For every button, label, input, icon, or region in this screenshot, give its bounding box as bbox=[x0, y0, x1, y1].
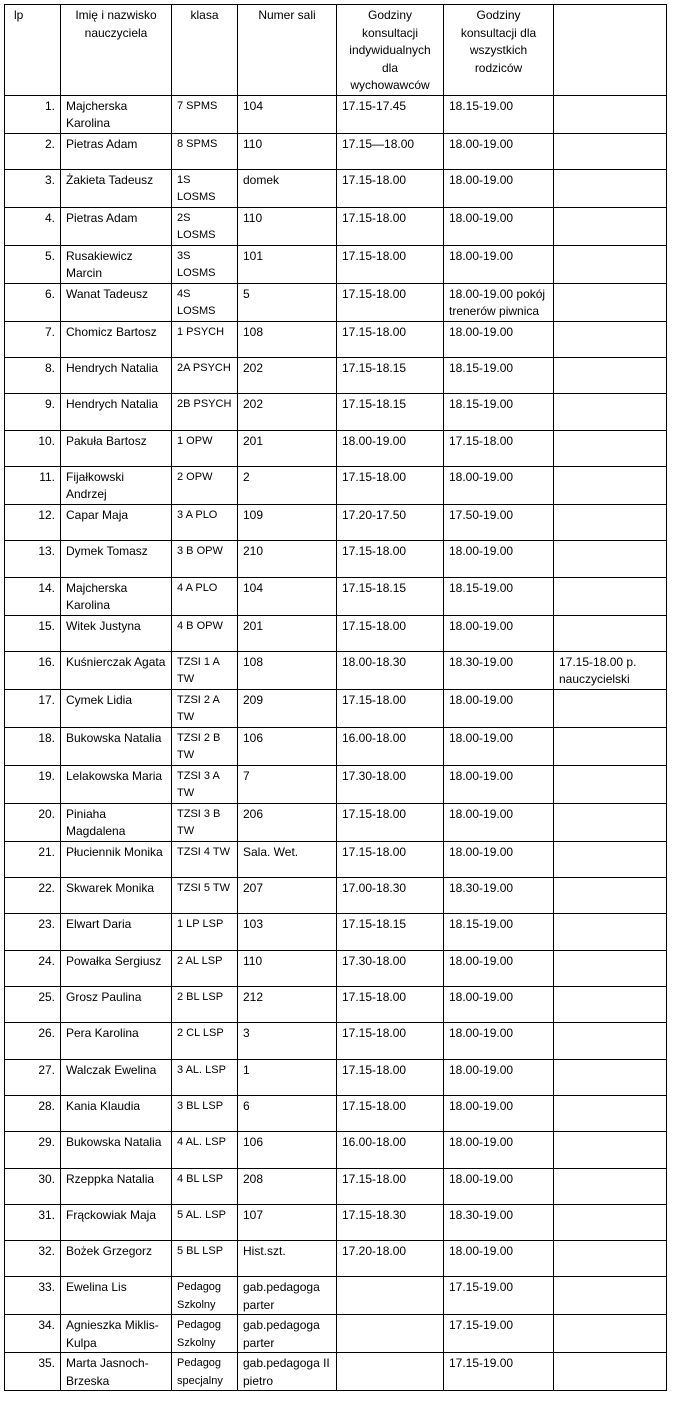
teacher-name: Pietras Adam bbox=[61, 207, 172, 245]
all-parents-hours: 18.00-19.00 bbox=[444, 841, 554, 877]
all-parents-hours: 18.00-19.00 bbox=[444, 1168, 554, 1204]
extra-note bbox=[554, 577, 667, 615]
room-number: 209 bbox=[238, 689, 337, 727]
class-name: 5 BL LSP bbox=[172, 1241, 238, 1277]
room-number: 2 bbox=[238, 466, 337, 504]
teacher-name: Pietras Adam bbox=[61, 133, 172, 169]
room-number: 1 bbox=[238, 1059, 337, 1095]
class-name: TZSI 1 A TW bbox=[172, 651, 238, 689]
teacher-name: Żakieta Tadeusz bbox=[61, 169, 172, 207]
teacher-name: Pera Karolina bbox=[61, 1023, 172, 1059]
teacher-name: Powałka Sergiusz bbox=[61, 950, 172, 986]
class-name: TZSI 5 TW bbox=[172, 878, 238, 914]
row-number: 25. bbox=[5, 987, 61, 1023]
row-number: 23. bbox=[5, 914, 61, 950]
individual-hours: 17.00-18.30 bbox=[337, 878, 444, 914]
table-row bbox=[5, 1095, 667, 1131]
room-number: 207 bbox=[238, 878, 337, 914]
all-parents-hours: 18.00-19.00 bbox=[444, 1059, 554, 1095]
individual-hours: 17.15-18.15 bbox=[337, 394, 444, 430]
class-name: TZSI 3 B TW bbox=[172, 803, 238, 841]
all-parents-hours: 18.00-19.00 bbox=[444, 950, 554, 986]
table-row bbox=[5, 321, 667, 357]
individual-hours: 17.15-18.00 bbox=[337, 1023, 444, 1059]
extra-note bbox=[554, 430, 667, 466]
room-number: 210 bbox=[238, 541, 337, 577]
extra-note: 17.15-18.00 p. nauczycielski bbox=[554, 651, 667, 689]
individual-hours bbox=[337, 1277, 444, 1315]
row-number: 2. bbox=[5, 133, 61, 169]
table-row bbox=[5, 803, 667, 841]
table-row bbox=[5, 95, 667, 133]
class-name: TZSI 2 B TW bbox=[172, 727, 238, 765]
row-number: 11. bbox=[5, 466, 61, 504]
header-row bbox=[5, 5, 667, 96]
extra-note bbox=[554, 1168, 667, 1204]
teacher-name: Skwarek Monika bbox=[61, 878, 172, 914]
extra-note bbox=[554, 321, 667, 357]
header-teacher-name: Imię i nazwisko nauczyciela bbox=[61, 5, 172, 96]
teacher-name: Pakuła Bartosz bbox=[61, 430, 172, 466]
table-row bbox=[5, 727, 667, 765]
all-parents-hours: 18.00-19.00 bbox=[444, 689, 554, 727]
table-row bbox=[5, 1023, 667, 1059]
row-number: 32. bbox=[5, 1241, 61, 1277]
all-parents-hours: 18.15-19.00 bbox=[444, 95, 554, 133]
row-number: 14. bbox=[5, 577, 61, 615]
extra-note bbox=[554, 727, 667, 765]
all-parents-hours: 17.15-19.00 bbox=[444, 1277, 554, 1315]
room-number: 6 bbox=[238, 1095, 337, 1131]
individual-hours: 17.15-18.00 bbox=[337, 803, 444, 841]
table-row bbox=[5, 430, 667, 466]
table-row bbox=[5, 466, 667, 504]
extra-note bbox=[554, 245, 667, 283]
table-row bbox=[5, 841, 667, 877]
teacher-name: Hendrych Natalia bbox=[61, 358, 172, 394]
header-extra bbox=[554, 5, 667, 96]
individual-hours: 16.00-18.00 bbox=[337, 1132, 444, 1168]
individual-hours: 17.15-18.15 bbox=[337, 577, 444, 615]
individual-hours: 17.15-18.00 bbox=[337, 321, 444, 357]
table-row bbox=[5, 765, 667, 803]
extra-note bbox=[554, 504, 667, 540]
table-row bbox=[5, 1132, 667, 1168]
teacher-name: Frąckowiak Maja bbox=[61, 1204, 172, 1240]
teacher-name: Majcherska Karolina bbox=[61, 95, 172, 133]
all-parents-hours: 18.15-19.00 bbox=[444, 577, 554, 615]
teacher-name: Bożek Grzegorz bbox=[61, 1241, 172, 1277]
teacher-name: Chomicz Bartosz bbox=[61, 321, 172, 357]
room-number: 3 bbox=[238, 1023, 337, 1059]
extra-note bbox=[554, 394, 667, 430]
room-number: 109 bbox=[238, 504, 337, 540]
teacher-name: Bukowska Natalia bbox=[61, 1132, 172, 1168]
row-number: 5. bbox=[5, 245, 61, 283]
all-parents-hours: 18.15-19.00 bbox=[444, 394, 554, 430]
room-number: 106 bbox=[238, 1132, 337, 1168]
class-name: TZSI 2 A TW bbox=[172, 689, 238, 727]
all-parents-hours: 18.00-19.00 pokój trenerów piwnica bbox=[444, 283, 554, 321]
individual-hours: 17.30-18.00 bbox=[337, 950, 444, 986]
class-name: 4 A PLO bbox=[172, 577, 238, 615]
all-parents-hours: 17.15-19.00 bbox=[444, 1353, 554, 1391]
table-row bbox=[5, 283, 667, 321]
table-row bbox=[5, 541, 667, 577]
individual-hours: 17.15-18.00 bbox=[337, 207, 444, 245]
class-name: 2A PSYCH bbox=[172, 358, 238, 394]
individual-hours: 17.15-18.00 bbox=[337, 169, 444, 207]
teacher-name: Płuciennik Monika bbox=[61, 841, 172, 877]
all-parents-hours: 18.00-19.00 bbox=[444, 133, 554, 169]
teacher-name: Ewelina Lis bbox=[61, 1277, 172, 1315]
room-number: 104 bbox=[238, 95, 337, 133]
individual-hours: 17.15-18.00 bbox=[337, 466, 444, 504]
room-number: Hist.szt. bbox=[238, 1241, 337, 1277]
individual-hours: 16.00-18.00 bbox=[337, 727, 444, 765]
table-row bbox=[5, 577, 667, 615]
extra-note bbox=[554, 950, 667, 986]
row-number: 6. bbox=[5, 283, 61, 321]
table-row bbox=[5, 1204, 667, 1240]
room-number: 103 bbox=[238, 914, 337, 950]
individual-hours: 17.15-18.00 bbox=[337, 1095, 444, 1131]
room-number: gab.pedagoga II pietro bbox=[238, 1353, 337, 1391]
teacher-name: Witek Justyna bbox=[61, 615, 172, 651]
table-row bbox=[5, 689, 667, 727]
individual-hours: 17.15-18.30 bbox=[337, 1204, 444, 1240]
room-number: 201 bbox=[238, 615, 337, 651]
teacher-name: Elwart Daria bbox=[61, 914, 172, 950]
individual-hours: 17.15-17.45 bbox=[337, 95, 444, 133]
room-number: 201 bbox=[238, 430, 337, 466]
class-name: 2 BL LSP bbox=[172, 987, 238, 1023]
room-number: domek bbox=[238, 169, 337, 207]
class-name: 4 BL LSP bbox=[172, 1168, 238, 1204]
individual-hours: 17.15-18.00 bbox=[337, 245, 444, 283]
row-number: 22. bbox=[5, 878, 61, 914]
row-number: 33. bbox=[5, 1277, 61, 1315]
teacher-name: Fijałkowski Andrzej bbox=[61, 466, 172, 504]
extra-note bbox=[554, 841, 667, 877]
all-parents-hours: 18.00-19.00 bbox=[444, 1095, 554, 1131]
extra-note bbox=[554, 1204, 667, 1240]
teacher-name: Grosz Paulina bbox=[61, 987, 172, 1023]
extra-note bbox=[554, 803, 667, 841]
teacher-name: Cymek Lidia bbox=[61, 689, 172, 727]
all-parents-hours: 17.15-18.00 bbox=[444, 430, 554, 466]
all-parents-hours: 17.15-19.00 bbox=[444, 1315, 554, 1353]
row-number: 20. bbox=[5, 803, 61, 841]
extra-note bbox=[554, 541, 667, 577]
table-row bbox=[5, 504, 667, 540]
teacher-name: Bukowska Natalia bbox=[61, 727, 172, 765]
individual-hours: 17.20-17.50 bbox=[337, 504, 444, 540]
row-number: 3. bbox=[5, 169, 61, 207]
class-name: TZSI 4 TW bbox=[172, 841, 238, 877]
teacher-name: Hendrych Natalia bbox=[61, 394, 172, 430]
row-number: 4. bbox=[5, 207, 61, 245]
class-name: 3 AL. LSP bbox=[172, 1059, 238, 1095]
room-number: 101 bbox=[238, 245, 337, 283]
table-row bbox=[5, 245, 667, 283]
individual-hours: 17.15-18.00 bbox=[337, 1059, 444, 1095]
extra-note bbox=[554, 358, 667, 394]
individual-hours bbox=[337, 1315, 444, 1353]
room-number: 7 bbox=[238, 765, 337, 803]
extra-note bbox=[554, 1277, 667, 1315]
all-parents-hours: 18.00-19.00 bbox=[444, 765, 554, 803]
class-name: 1S LOSMS bbox=[172, 169, 238, 207]
class-name: 2S LOSMS bbox=[172, 207, 238, 245]
row-number: 28. bbox=[5, 1095, 61, 1131]
teacher-name: Kuśnierczak Agata bbox=[61, 651, 172, 689]
teacher-name: Majcherska Karolina bbox=[61, 577, 172, 615]
all-parents-hours: 18.15-19.00 bbox=[444, 914, 554, 950]
teacher-name: Lelakowska Maria bbox=[61, 765, 172, 803]
row-number: 12. bbox=[5, 504, 61, 540]
table-row bbox=[5, 1277, 667, 1315]
table-row bbox=[5, 1059, 667, 1095]
table-row bbox=[5, 394, 667, 430]
row-number: 21. bbox=[5, 841, 61, 877]
class-name: 3S LOSMS bbox=[172, 245, 238, 283]
individual-hours: 18.00-19.00 bbox=[337, 430, 444, 466]
room-number: gab.pedagoga parter bbox=[238, 1277, 337, 1315]
extra-note bbox=[554, 765, 667, 803]
extra-note bbox=[554, 466, 667, 504]
all-parents-hours: 18.00-19.00 bbox=[444, 321, 554, 357]
class-name: 7 SPMS bbox=[172, 95, 238, 133]
row-number: 30. bbox=[5, 1168, 61, 1204]
class-name: 2 CL LSP bbox=[172, 1023, 238, 1059]
class-name: 1 PSYCH bbox=[172, 321, 238, 357]
table-row bbox=[5, 651, 667, 689]
class-name: 4S LOSMS bbox=[172, 283, 238, 321]
table-row bbox=[5, 1315, 667, 1353]
all-parents-hours: 18.30-19.00 bbox=[444, 1204, 554, 1240]
all-parents-hours: 18.30-19.00 bbox=[444, 651, 554, 689]
consultation-schedule-table bbox=[4, 4, 667, 1391]
row-number: 27. bbox=[5, 1059, 61, 1095]
row-number: 29. bbox=[5, 1132, 61, 1168]
class-name: Pedagog Szkolny bbox=[172, 1277, 238, 1315]
class-name: 3 B OPW bbox=[172, 541, 238, 577]
table-row bbox=[5, 133, 667, 169]
individual-hours: 17.15-18.00 bbox=[337, 841, 444, 877]
table-row bbox=[5, 169, 667, 207]
teacher-name: Wanat Tadeusz bbox=[61, 283, 172, 321]
teacher-name: Walczak Ewelina bbox=[61, 1059, 172, 1095]
room-number: 202 bbox=[238, 358, 337, 394]
individual-hours: 17.20-18.00 bbox=[337, 1241, 444, 1277]
class-name: 5 AL. LSP bbox=[172, 1204, 238, 1240]
row-number: 7. bbox=[5, 321, 61, 357]
row-number: 1. bbox=[5, 95, 61, 133]
table-row bbox=[5, 1353, 667, 1391]
room-number: 104 bbox=[238, 577, 337, 615]
extra-note bbox=[554, 133, 667, 169]
room-number: 108 bbox=[238, 321, 337, 357]
row-number: 19. bbox=[5, 765, 61, 803]
class-name: 8 SPMS bbox=[172, 133, 238, 169]
individual-hours: 17.15-18.15 bbox=[337, 914, 444, 950]
all-parents-hours: 18.00-19.00 bbox=[444, 466, 554, 504]
all-parents-hours: 17.50-19.00 bbox=[444, 504, 554, 540]
all-parents-hours: 18.00-19.00 bbox=[444, 727, 554, 765]
room-number: 202 bbox=[238, 394, 337, 430]
table-row bbox=[5, 615, 667, 651]
row-number: 24. bbox=[5, 950, 61, 986]
extra-note bbox=[554, 1059, 667, 1095]
extra-note bbox=[554, 1095, 667, 1131]
room-number: 5 bbox=[238, 283, 337, 321]
table-body bbox=[5, 95, 667, 1391]
all-parents-hours: 18.00-19.00 bbox=[444, 987, 554, 1023]
room-number: 212 bbox=[238, 987, 337, 1023]
individual-hours: 17.15-18.15 bbox=[337, 358, 444, 394]
individual-hours: 17.30-18.00 bbox=[337, 765, 444, 803]
header-all-parents-hours: Godziny konsultacji dla wszystkich rodziców bbox=[444, 5, 554, 96]
teacher-name: Rzeppka Natalia bbox=[61, 1168, 172, 1204]
table-row bbox=[5, 358, 667, 394]
row-number: 34. bbox=[5, 1315, 61, 1353]
all-parents-hours: 18.00-19.00 bbox=[444, 207, 554, 245]
extra-note bbox=[554, 914, 667, 950]
class-name: 2B PSYCH bbox=[172, 394, 238, 430]
header-room-number: Numer sali bbox=[238, 5, 337, 96]
class-name: Pedagog Szkolny bbox=[172, 1315, 238, 1353]
table-row bbox=[5, 207, 667, 245]
all-parents-hours: 18.30-19.00 bbox=[444, 878, 554, 914]
all-parents-hours: 18.00-19.00 bbox=[444, 1023, 554, 1059]
all-parents-hours: 18.00-19.00 bbox=[444, 169, 554, 207]
all-parents-hours: 18.00-19.00 bbox=[444, 541, 554, 577]
all-parents-hours: 18.00-19.00 bbox=[444, 245, 554, 283]
row-number: 13. bbox=[5, 541, 61, 577]
extra-note bbox=[554, 1241, 667, 1277]
table-row bbox=[5, 1241, 667, 1277]
class-name: 2 OPW bbox=[172, 466, 238, 504]
class-name: 1 LP LSP bbox=[172, 914, 238, 950]
room-number: 208 bbox=[238, 1168, 337, 1204]
extra-note bbox=[554, 283, 667, 321]
row-number: 15. bbox=[5, 615, 61, 651]
table-row bbox=[5, 987, 667, 1023]
row-number: 17. bbox=[5, 689, 61, 727]
individual-hours bbox=[337, 1353, 444, 1391]
individual-hours: 17.15-18.00 bbox=[337, 283, 444, 321]
extra-note bbox=[554, 207, 667, 245]
all-parents-hours: 18.00-19.00 bbox=[444, 615, 554, 651]
class-name: Pedagog specjalny bbox=[172, 1353, 238, 1391]
class-name: 4 B OPW bbox=[172, 615, 238, 651]
room-number: 206 bbox=[238, 803, 337, 841]
teacher-name: Piniaha Magdalena bbox=[61, 803, 172, 841]
room-number: gab.pedagoga parter bbox=[238, 1315, 337, 1353]
individual-hours: 17.15-18.00 bbox=[337, 615, 444, 651]
teacher-name: Kania Klaudia bbox=[61, 1095, 172, 1131]
extra-note bbox=[554, 1315, 667, 1353]
room-number: 110 bbox=[238, 207, 337, 245]
all-parents-hours: 18.00-19.00 bbox=[444, 1241, 554, 1277]
all-parents-hours: 18.15-19.00 bbox=[444, 358, 554, 394]
room-number: 110 bbox=[238, 950, 337, 986]
class-name: 4 AL. LSP bbox=[172, 1132, 238, 1168]
teacher-name: Agnieszka Miklis-Kulpa bbox=[61, 1315, 172, 1353]
room-number: 108 bbox=[238, 651, 337, 689]
all-parents-hours: 18.00-19.00 bbox=[444, 1132, 554, 1168]
row-number: 31. bbox=[5, 1204, 61, 1240]
extra-note bbox=[554, 987, 667, 1023]
row-number: 18. bbox=[5, 727, 61, 765]
class-name: 3 BL LSP bbox=[172, 1095, 238, 1131]
room-number: 107 bbox=[238, 1204, 337, 1240]
room-number: Sala. Wet. bbox=[238, 841, 337, 877]
extra-note bbox=[554, 878, 667, 914]
room-number: 106 bbox=[238, 727, 337, 765]
teacher-name: Rusakiewicz Marcin bbox=[61, 245, 172, 283]
extra-note bbox=[554, 1353, 667, 1391]
individual-hours: 17.15-18.00 bbox=[337, 689, 444, 727]
header-class: klasa bbox=[172, 5, 238, 96]
individual-hours: 17.15-18.00 bbox=[337, 1168, 444, 1204]
teacher-name: Marta Jasnoch-Brzeska bbox=[61, 1353, 172, 1391]
class-name: 2 AL LSP bbox=[172, 950, 238, 986]
table-row bbox=[5, 914, 667, 950]
extra-note bbox=[554, 169, 667, 207]
extra-note bbox=[554, 615, 667, 651]
row-number: 8. bbox=[5, 358, 61, 394]
row-number: 9. bbox=[5, 394, 61, 430]
class-name: TZSI 3 A TW bbox=[172, 765, 238, 803]
row-number: 16. bbox=[5, 651, 61, 689]
header-individual-hours: Godziny konsultacji indywidualnych dla wychowawców bbox=[337, 5, 444, 96]
row-number: 26. bbox=[5, 1023, 61, 1059]
room-number: 110 bbox=[238, 133, 337, 169]
all-parents-hours: 18.00-19.00 bbox=[444, 803, 554, 841]
individual-hours: 17.15—18.00 bbox=[337, 133, 444, 169]
teacher-name: Capar Maja bbox=[61, 504, 172, 540]
extra-note bbox=[554, 1023, 667, 1059]
individual-hours: 17.15-18.00 bbox=[337, 541, 444, 577]
row-number: 35. bbox=[5, 1353, 61, 1391]
table-row bbox=[5, 878, 667, 914]
table-row bbox=[5, 1168, 667, 1204]
header-lp: lp bbox=[5, 5, 61, 96]
extra-note bbox=[554, 689, 667, 727]
individual-hours: 18.00-18.30 bbox=[337, 651, 444, 689]
extra-note bbox=[554, 1132, 667, 1168]
row-number: 10. bbox=[5, 430, 61, 466]
teacher-name: Dymek Tomasz bbox=[61, 541, 172, 577]
class-name: 3 A PLO bbox=[172, 504, 238, 540]
individual-hours: 17.15-18.00 bbox=[337, 987, 444, 1023]
class-name: 1 OPW bbox=[172, 430, 238, 466]
extra-note bbox=[554, 95, 667, 133]
table-row bbox=[5, 950, 667, 986]
